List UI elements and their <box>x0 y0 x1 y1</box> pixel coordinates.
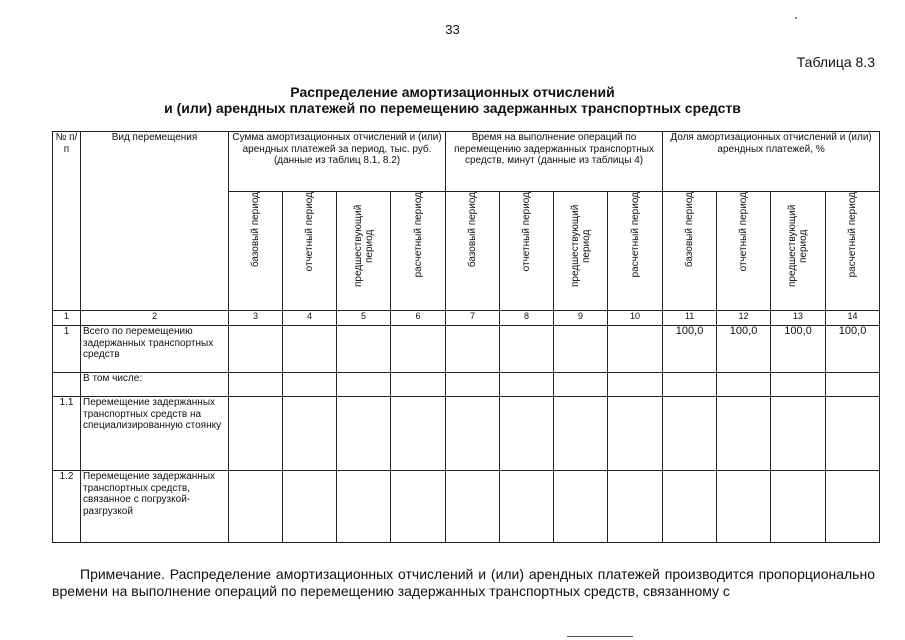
row-label: Перемещение задержанных транспортных средств, связанное с погрузкой-разгрузкой <box>81 471 229 543</box>
row-value <box>608 471 663 543</box>
row-value <box>391 397 446 471</box>
row-value <box>446 373 500 397</box>
row-value <box>554 397 608 471</box>
distribution-table <box>52 131 880 543</box>
column-number: 4 <box>283 311 337 326</box>
row-value <box>283 397 337 471</box>
row-value <box>554 373 608 397</box>
column-number: 7 <box>446 311 500 326</box>
column-number: 2 <box>81 311 229 326</box>
header-group-amount: Сумма амортизационных отчислений и (или) арендных платежей за период, тыс. руб. (данные из таблиц 8.1, 8.2) <box>229 132 446 192</box>
row-value <box>663 471 717 543</box>
row-value <box>229 326 283 373</box>
period-header: отчетный период <box>717 192 771 311</box>
column-number: 3 <box>229 311 283 326</box>
row-value <box>717 373 771 397</box>
row-value <box>554 326 608 373</box>
row-value <box>337 397 391 471</box>
row-value <box>337 471 391 543</box>
column-number: 12 <box>717 311 771 326</box>
table-note: Примечание. Распределение амортизационных отчислений и (или) арендных платежей производится пропорционально времени на выполнение операций по перемещению задержанных транспортных средств, связанному с <box>52 566 875 599</box>
footer-rule <box>567 636 633 637</box>
row-value <box>608 326 663 373</box>
header-group-time: Время на выполнение операций по перемещению задержанных транспортных средств, минут (данные из таблицы 4) <box>446 132 663 192</box>
period-header: базовый период <box>229 192 283 311</box>
row-label: Перемещение задержанных транспортных средств на специализированную стоянку <box>81 397 229 471</box>
row-value <box>663 373 717 397</box>
row-value <box>391 326 446 373</box>
row-value <box>663 397 717 471</box>
header-kind: Вид перемещения <box>81 132 229 311</box>
row-value <box>826 471 880 543</box>
table-title-line-2: и (или) арендных платежей по перемещению задержанных транспортных средств <box>164 100 741 116</box>
row-value <box>826 397 880 471</box>
row-value <box>608 373 663 397</box>
period-header: отчетный период <box>283 192 337 311</box>
period-header: предшествующий период <box>337 192 391 311</box>
row-number: 1 <box>53 326 81 373</box>
row-value <box>446 397 500 471</box>
table-row <box>53 373 880 397</box>
row-value <box>283 326 337 373</box>
period-header: расчетный период <box>608 192 663 311</box>
row-value: 100,0 <box>826 326 880 373</box>
row-label: Всего по перемещению задержанных транспортных средств <box>81 326 229 373</box>
page-number: 33 <box>445 22 460 37</box>
scan-mark <box>795 17 797 19</box>
row-value <box>446 471 500 543</box>
row-value <box>500 471 554 543</box>
row-value <box>391 373 446 397</box>
period-header: расчетный период <box>391 192 446 311</box>
table-row <box>53 397 880 471</box>
header-row-groups <box>53 132 880 192</box>
row-value: 100,0 <box>663 326 717 373</box>
row-value <box>771 373 826 397</box>
row-number: 1.1 <box>53 397 81 471</box>
column-number: 8 <box>500 311 554 326</box>
row-value <box>283 373 337 397</box>
column-number: 10 <box>608 311 663 326</box>
column-number: 1 <box>53 311 81 326</box>
row-value <box>283 471 337 543</box>
row-value: 100,0 <box>717 326 771 373</box>
column-number: 5 <box>337 311 391 326</box>
column-number-row <box>53 311 880 326</box>
period-header: предшествующий период <box>771 192 826 311</box>
row-label: В том числе: <box>81 373 229 397</box>
column-number: 14 <box>826 311 880 326</box>
period-header: базовый период <box>446 192 500 311</box>
header-group-share: Доля амортизационных отчислений и (или) арендных платежей, % <box>663 132 880 192</box>
column-number: 9 <box>554 311 608 326</box>
row-value <box>446 326 500 373</box>
row-value: 100,0 <box>771 326 826 373</box>
row-value <box>337 373 391 397</box>
row-value <box>554 471 608 543</box>
row-value <box>717 397 771 471</box>
table-title-line-1: Распределение амортизационных отчислений <box>290 84 615 100</box>
row-value <box>771 397 826 471</box>
row-value <box>229 397 283 471</box>
row-number: 1.2 <box>53 471 81 543</box>
row-value <box>391 471 446 543</box>
period-header: отчетный период <box>500 192 554 311</box>
row-value <box>500 373 554 397</box>
row-value <box>229 373 283 397</box>
row-value <box>229 471 283 543</box>
column-number: 13 <box>771 311 826 326</box>
row-value <box>337 326 391 373</box>
table-title <box>0 84 905 116</box>
row-value <box>500 397 554 471</box>
period-header: расчетный период <box>826 192 880 311</box>
header-num: № п/п <box>53 132 81 311</box>
row-value <box>608 397 663 471</box>
row-number <box>53 373 81 397</box>
column-number: 6 <box>391 311 446 326</box>
table-label: Таблица 8.3 <box>796 54 875 70</box>
column-number: 11 <box>663 311 717 326</box>
row-value <box>500 326 554 373</box>
table-row <box>53 471 880 543</box>
period-header: базовый период <box>663 192 717 311</box>
row-value <box>717 471 771 543</box>
period-header: предшествующий период <box>554 192 608 311</box>
row-value <box>826 373 880 397</box>
table-row <box>53 326 880 373</box>
row-value <box>771 471 826 543</box>
